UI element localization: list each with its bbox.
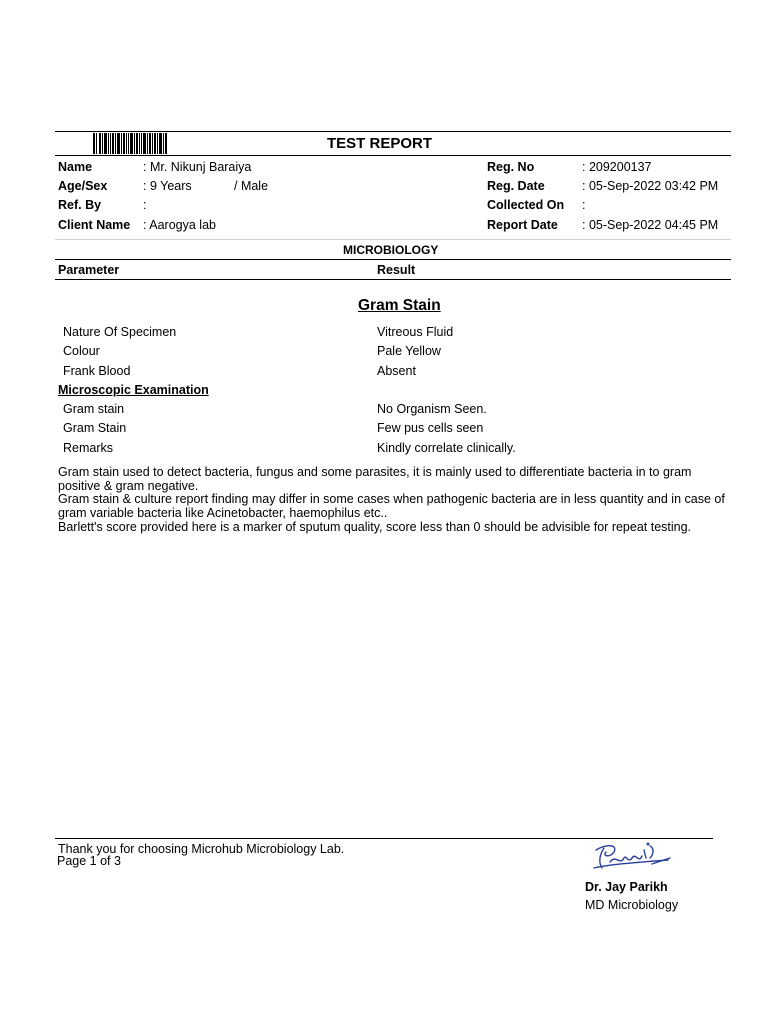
sex-value: / Male xyxy=(234,179,269,193)
collected-label: Collected On xyxy=(487,198,565,212)
param-colour: Colour xyxy=(63,344,100,358)
patient-block-rule xyxy=(55,239,731,240)
regdate-value: : 05-Sep-2022 03:42 PM xyxy=(582,179,719,193)
client-label: Client Name xyxy=(58,218,131,232)
name-label: Name xyxy=(58,160,93,174)
client-value: : Aarogya lab xyxy=(143,218,216,232)
column-header-rule xyxy=(55,279,731,280)
agesex-label: Age/Sex xyxy=(58,179,108,193)
name-value: : Mr. Nikunj Baraiya xyxy=(143,160,252,174)
footer-thanks: Thank you for choosing Microhub Microbiology Lab. xyxy=(58,842,345,856)
collected-value: : xyxy=(582,198,586,212)
result-frank-blood: Absent xyxy=(377,364,416,378)
result-gram-stain-1: No Organism Seen. xyxy=(377,402,487,416)
result-gram-stain-2: Few pus cells seen xyxy=(377,421,484,435)
doctor-signature xyxy=(592,838,672,874)
regno-value: : 209200137 xyxy=(582,160,652,174)
department-heading: MICROBIOLOGY xyxy=(343,243,439,257)
header-bottom-rule xyxy=(55,155,731,156)
param-remarks: Remarks xyxy=(63,441,114,455)
refby-label: Ref. By xyxy=(58,198,102,212)
param-gram-stain-2: Gram Stain xyxy=(63,421,127,435)
note-paragraph-3: Barlett's score provided here is a marker of sputum quality, score less than 0 should be advisible for repeat testing. xyxy=(58,520,692,534)
refby-value: : xyxy=(143,198,147,212)
test-name-heading: Gram Stain xyxy=(358,297,441,314)
report-title: TEST REPORT xyxy=(327,135,433,152)
result-column-header: Result xyxy=(377,263,416,277)
result-nature-of-specimen: Vitreous Fluid xyxy=(377,325,454,339)
footer-page-number: Page 1 of 3 xyxy=(57,854,121,868)
reportdate-label: Report Date xyxy=(487,218,558,232)
result-remarks: Kindly correlate clinically. xyxy=(377,441,516,455)
reportdate-value: : 05-Sep-2022 04:45 PM xyxy=(582,218,719,232)
microscopic-examination-heading: Microscopic Examination xyxy=(58,383,209,397)
param-nature-of-specimen: Nature Of Specimen xyxy=(63,325,177,339)
note-paragraph-1: Gram stain used to detect bacteria, fungus and some parasites, it is mainly used to differentiate bacteria in to gram positive & gram negative. xyxy=(58,465,692,493)
regno-label: Reg. No xyxy=(487,160,535,174)
result-colour: Pale Yellow xyxy=(377,344,441,358)
header-top-rule xyxy=(55,131,731,132)
barcode-graphic xyxy=(93,133,168,154)
param-frank-blood: Frank Blood xyxy=(63,364,131,378)
doctor-title: MD Microbiology xyxy=(585,898,679,912)
doctor-name: Dr. Jay Parikh xyxy=(585,880,668,894)
age-value: : 9 Years xyxy=(143,179,192,193)
regdate-label: Reg. Date xyxy=(487,179,545,193)
note-paragraph-2: Gram stain & culture report finding may differ in some cases when pathogenic bacteria are in less quantity and in case of gram variable bacteria like Acinetobacter, haemophilus etc.. xyxy=(58,492,725,520)
param-gram-stain-1: Gram stain xyxy=(63,402,125,416)
department-rule xyxy=(55,259,731,260)
parameter-column-header: Parameter xyxy=(58,263,120,277)
